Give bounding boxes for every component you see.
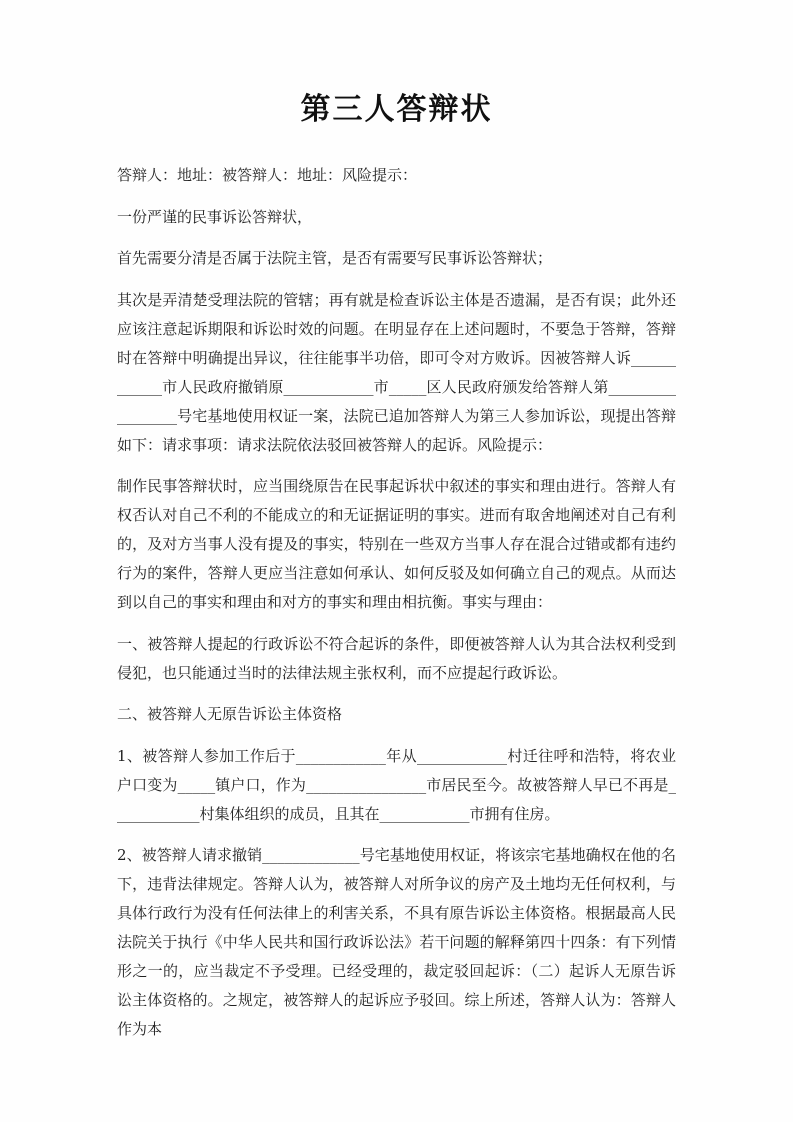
paragraph-point-two-item2: 2、被答辩人请求撤销_____________号宅基地使用权证，将该宗宅基地确权在他的名下，违背法律规定。答辩人认为，被答辩人对所争议的房产及土地均无任何权利，与具体行政行为没有任何法律上的利害关系，不具有原告诉讼主体资格。根据最高人民法院关于执行《中华人民共和国行政诉讼法》若干问题的解释第四十四条：有下列情形之一的，应当裁定不予受理。已经受理的，裁定驳回起诉：（二）起诉人无原告诉讼主体资格的。之规定，被答辩人的起诉应予驳回。综上所述，答辩人认为：答辩人作为本 [117, 846, 676, 1038]
paragraph-point-two-heading: 二、被答辩人无原告诉讼主体资格 [117, 705, 343, 723]
document-title: 第三人答辩状 [300, 92, 493, 127]
paragraph-facts-guidance: 制作民事答辩状时，应当围绕原告在民事起诉状中叙述的事实和理由进行。答辩人有权否认对自己不利的不能成立的和无证据证明的事实。进而有取舍地阐述对自己有利的，及对方当事人没有提及的事实，特别在一些双方当事人存在混合过错或都有违约行为的案件，答辩人更应当注意如何承认、如何反驳及如何确立自己的观点。从而达到以自己的事实和理由和对方的事实和理由相抗衡。事实与理由： [117, 477, 676, 611]
document-body [0, 161, 793, 1044]
paragraph-jurisdiction: 其次是弄清楚受理法院的管辖；再有就是检查诉讼主体是否遗漏，是否有误；此外还应该注意起诉期限和诉讼时效的问题。在明显存在上述问题时，不要急于答辩，答辩时在答辩中明确提出异议，往往能事半功倍，即可令对方败诉。因被答辩人诉____________市人民政府撤销原____________市_____区人民政府颁发给答辩人第_________________号宅基地使用权证一案，法院已追加答辩人为第三人参加诉讼，现提出答辩如下：请求事项：请求法院依法驳回被答辩人的起诉。风险提示： [117, 290, 676, 454]
paragraph-point-one: 一、被答辩人提起的行政诉讼不符合起诉的条件，即便被答辩人认为其合法权利受到侵犯，也只能通过当时的法律法规主张权利，而不应提起行政诉讼。 [117, 634, 676, 682]
paragraph-intro: 一份严谨的民事诉讼答辩状， [117, 207, 313, 226]
paragraph-first-point: 首先需要分清是否属于法院主管，是否有需要写民事诉讼答辩状； [117, 249, 553, 267]
paragraph-point-two-item1: 1、被答辩人参加工作后于____________年从____________村迁往呼和浩特，将农业户口变为_____镇户口，作为________________市居民至今。故被答辩人早已不再是____________村集体组织的成员，且其在____________市拥有住房。 [117, 746, 676, 823]
paragraph-parties-line: 答辩人：地址：被答辩人：地址：风险提示： [117, 166, 418, 184]
